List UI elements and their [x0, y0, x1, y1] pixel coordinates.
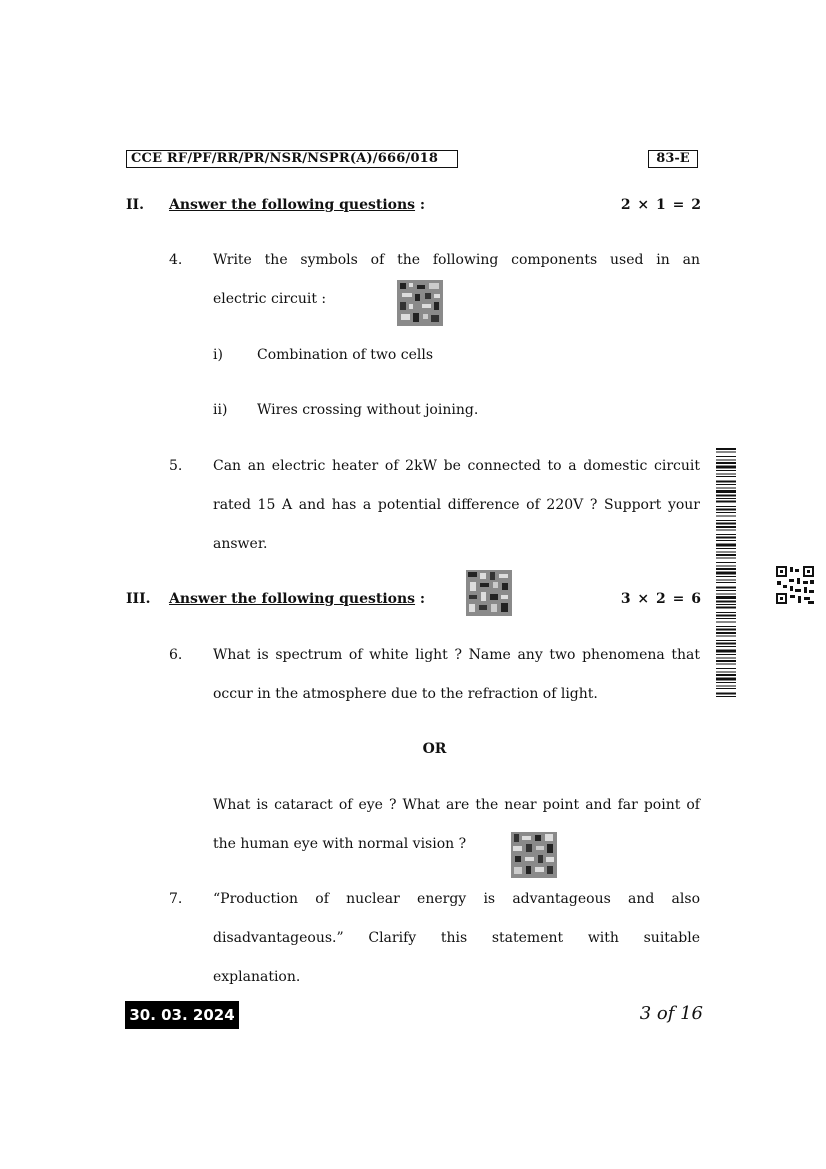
q4-line-2: electric circuit :	[213, 291, 327, 307]
exam-date: 30. 03. 2024	[129, 1006, 235, 1024]
q6-alt-line-2: the human eye with normal vision ?	[213, 836, 467, 852]
q7-line-1: “Production of nuclear energy is advantageous and also	[213, 891, 700, 907]
q5-line-2: rated 15 A and has a potential difference of 220V ? Support your	[213, 497, 700, 513]
section-2-marks: 2 × 1 = 2	[620, 197, 701, 213]
q6-number: 6.	[169, 647, 183, 663]
q4-sub-2-number: ii)	[213, 402, 228, 418]
q5-line-1: Can an electric heater of 2kW be connected to a domestic circuit	[213, 458, 700, 474]
section-2-colon: :	[419, 197, 426, 213]
q4-sub-1-text: Combination of two cells	[257, 347, 434, 363]
q4-number: 4.	[169, 252, 183, 268]
section-2-number: II.	[126, 197, 144, 213]
qr-code-icon	[466, 570, 512, 616]
section-3-colon: :	[419, 591, 426, 607]
q4-line-1: Write the symbols of the following components used in an	[213, 252, 700, 268]
section-3-title: Answer the following questions	[169, 591, 416, 607]
q4-sub-1-number: i)	[213, 347, 223, 363]
section-3-heading	[169, 591, 425, 607]
q4-sub-2-text: Wires crossing without joining.	[257, 402, 479, 418]
paper-code: 83-E	[656, 151, 690, 166]
section-2-title: Answer the following questions	[169, 197, 416, 213]
qr-code-icon	[775, 565, 815, 605]
page-number: 3 of 16	[639, 1003, 703, 1024]
section-2-heading	[169, 197, 425, 213]
barcode-icon	[716, 448, 736, 698]
q5-number: 5.	[169, 458, 183, 474]
or-separator: OR	[422, 741, 447, 757]
q7-line-3: explanation.	[213, 969, 301, 985]
section-3-marks: 3 × 2 = 6	[620, 591, 701, 607]
q6-line-1: What is spectrum of white light ? Name any two phenomena that	[213, 647, 700, 663]
q6-alt-line-1: What is cataract of eye ? What are the near point and far point of	[213, 797, 700, 813]
qr-code-icon	[397, 280, 443, 326]
q5-line-3: answer.	[213, 536, 268, 552]
exam-date-badge	[125, 1001, 239, 1029]
q7-number: 7.	[169, 891, 183, 907]
exam-code: CCE RF/PF/RR/PR/NSR/NSPR(A)/666/018	[131, 151, 439, 166]
paper-code-box	[648, 150, 698, 168]
qr-code-icon	[511, 832, 557, 878]
q7-line-2: disadvantageous.” Clarify this statement with suitable	[213, 930, 700, 946]
q6-line-2: occur in the atmosphere due to the refraction of light.	[213, 686, 598, 702]
exam-code-box	[126, 150, 458, 168]
section-3-number: III.	[126, 591, 151, 607]
